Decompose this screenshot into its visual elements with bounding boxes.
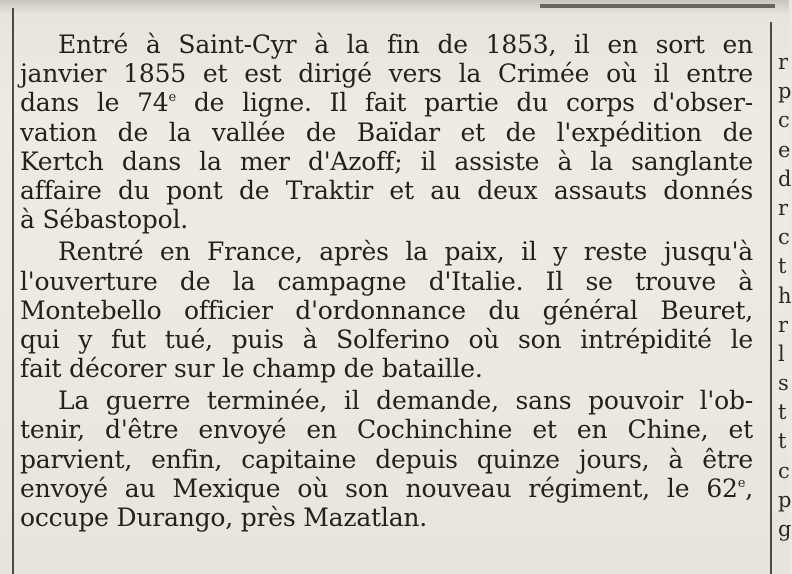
text-fragment: envoyé au Mexique où son nouveau régiment, le 62: [20, 473, 738, 503]
glyph: t: [778, 429, 787, 454]
glyph: r: [778, 312, 789, 337]
text-fragment: ,: [745, 473, 753, 503]
article-body: [20, 30, 753, 532]
glyph: c: [778, 108, 790, 133]
text-line: parvient, enfin, capitaine depuis quinze jours, à être: [20, 444, 753, 474]
column-rule-left: [12, 8, 14, 574]
text-fragment: de ligne. Il fait partie du corps d'obser-: [176, 88, 753, 118]
glyph: s: [778, 371, 789, 396]
text-line: qui y fut tué, puis à Solferino où son intrépidité le: [20, 324, 753, 354]
text-line: fait décorer sur le champ de bataille.: [20, 354, 483, 384]
superscript: e: [737, 475, 746, 491]
glyph: g: [778, 517, 792, 541]
text-line: à Sébastopol.: [20, 205, 189, 235]
adjacent-column-fragment: [778, 48, 792, 544]
text-line: vation de la vallée de Baïdar et de l'expédition de: [20, 117, 753, 147]
glyph: r: [778, 195, 789, 220]
text-line: Rentré en France, après la paix, il y reste jusqu'à: [58, 237, 753, 267]
glyph: e: [778, 137, 791, 162]
text-line: [20, 474, 753, 503]
glyph: c: [778, 225, 790, 250]
column-rule-right: [770, 22, 772, 574]
glyph: l: [778, 341, 785, 366]
top-rule: [540, 4, 775, 8]
text-line: affaire du pont de Traktir et au deux assauts donnés: [20, 175, 753, 205]
text-line: [20, 88, 753, 117]
text-line: janvier 1855 et est dirigé vers la Crimée où il entre: [20, 59, 753, 89]
glyph: d: [778, 166, 792, 191]
glyph: p: [778, 487, 792, 512]
text-line: Kertch dans la mer d'Azoff; il assiste à la sanglante: [20, 146, 753, 176]
text-line: Entré à Saint-Cyr à la fin de 1853, il en sort en: [58, 30, 753, 59]
text-line: Montebello officier d'ordonnance du général Beuret,: [20, 295, 753, 325]
text-line: l'ouverture de la campagne d'Italie. Il se trouve à: [20, 266, 753, 296]
glyph: r: [778, 50, 789, 74]
glyph: t: [778, 254, 787, 279]
glyph: p: [778, 79, 792, 104]
text-fragment: dans le 74: [20, 88, 169, 118]
glyph: c: [778, 458, 790, 483]
glyph: h: [778, 283, 792, 308]
text-line: tenir, d'être envoyé en Cochinchine et en Chine, et: [20, 415, 753, 445]
text-line: La guerre terminée, il demande, sans pouvoir l'ob-: [58, 386, 753, 416]
text-line: occupe Durango, près Mazatlan.: [20, 503, 428, 532]
superscript: e: [168, 90, 177, 106]
glyph: t: [778, 400, 787, 425]
